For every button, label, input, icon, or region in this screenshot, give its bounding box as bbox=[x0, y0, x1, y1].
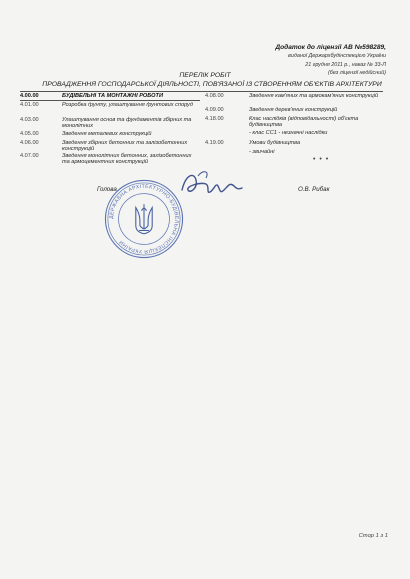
work-code: 4.06.00 bbox=[20, 140, 39, 146]
work-text: Клас наслідків (відповідальності) об'єкта будівництва bbox=[249, 116, 359, 129]
page-counter: Стор 1 з 1 bbox=[358, 533, 388, 539]
work-text: - клас СС1 - незначні наслідки bbox=[249, 130, 328, 136]
work-code: 4.19.00 bbox=[205, 140, 224, 146]
work-code: 4.09.00 bbox=[205, 107, 224, 113]
trident-emblem-icon bbox=[136, 204, 152, 234]
work-text: Розробка ґрунту, улаштування ґрунтових споруд bbox=[62, 102, 193, 108]
work-text: Зведення дерев'яних конструкцій bbox=[249, 107, 338, 113]
signatory-position: Голова bbox=[97, 186, 117, 193]
work-text: Зведення збірних бетонних та залізобетонних конструкцій bbox=[62, 140, 188, 153]
work-code: 4.18.00 bbox=[205, 116, 224, 122]
work-code: 4.03.00 bbox=[20, 117, 39, 123]
work-text: Зведення монолітних бетонних, залізобетонних та армоцементних конструкцій bbox=[62, 153, 192, 166]
annex-issuer: виданої Держархбудінспекцією України bbox=[288, 53, 386, 60]
handwritten-signature bbox=[176, 168, 246, 202]
annex-date-order: 21 грудня 2011 р., наказ № 33-Л bbox=[305, 61, 386, 68]
work-text: Зведення металевих конструкцій bbox=[62, 131, 152, 137]
annex-title: Додаток до ліцензії АВ №598289, bbox=[275, 44, 386, 51]
annex-validity-note: (без ліцензії недійсний) bbox=[328, 69, 386, 76]
work-code: 4.01.00 bbox=[20, 102, 39, 108]
official-seal-stamp bbox=[103, 178, 185, 260]
work-code: 4.08.00 bbox=[205, 93, 224, 99]
work-text: Зведення кам'яних та армокам'яних конструкцій bbox=[249, 93, 379, 99]
signatory-name: О.В. Рибак bbox=[298, 186, 330, 193]
continuation-dots: • • • bbox=[313, 156, 330, 163]
work-text: Умови будівництва bbox=[249, 140, 301, 146]
work-text: Улаштування основ та фундаментів збірних та монолітних bbox=[62, 117, 192, 130]
title-line-2: ПРОВАДЖЕННЯ ГОСПОДАРСЬКОЇ ДІЯЛЬНОСТІ, ПОВ'ЯЗАНОЇ ІЗ СТВОРЕННЯМ ОБ'ЄКТІВ АРХІТЕКТУРИ bbox=[42, 81, 382, 88]
row-rule bbox=[20, 100, 200, 101]
work-text: - звичайні bbox=[249, 149, 275, 155]
title-line-1: ПЕРЕЛІК РОБІТ bbox=[179, 72, 231, 79]
table-top-rule bbox=[20, 91, 383, 92]
seal-ring-text: ДЕРЖАВНА АРХІТЕКТУРНО-БУДІВЕЛЬНА ІНСПЕКЦІЯ УКРАЇНИ bbox=[108, 183, 180, 255]
work-code: 4.05.00 bbox=[20, 131, 39, 137]
work-text: БУДІВЕЛЬНІ ТА МОНТАЖНІ РОБОТИ bbox=[62, 93, 163, 99]
work-code: 4.07.00 bbox=[20, 153, 39, 159]
document-title bbox=[0, 71, 410, 89]
work-code: 4.00.00 bbox=[20, 93, 39, 99]
